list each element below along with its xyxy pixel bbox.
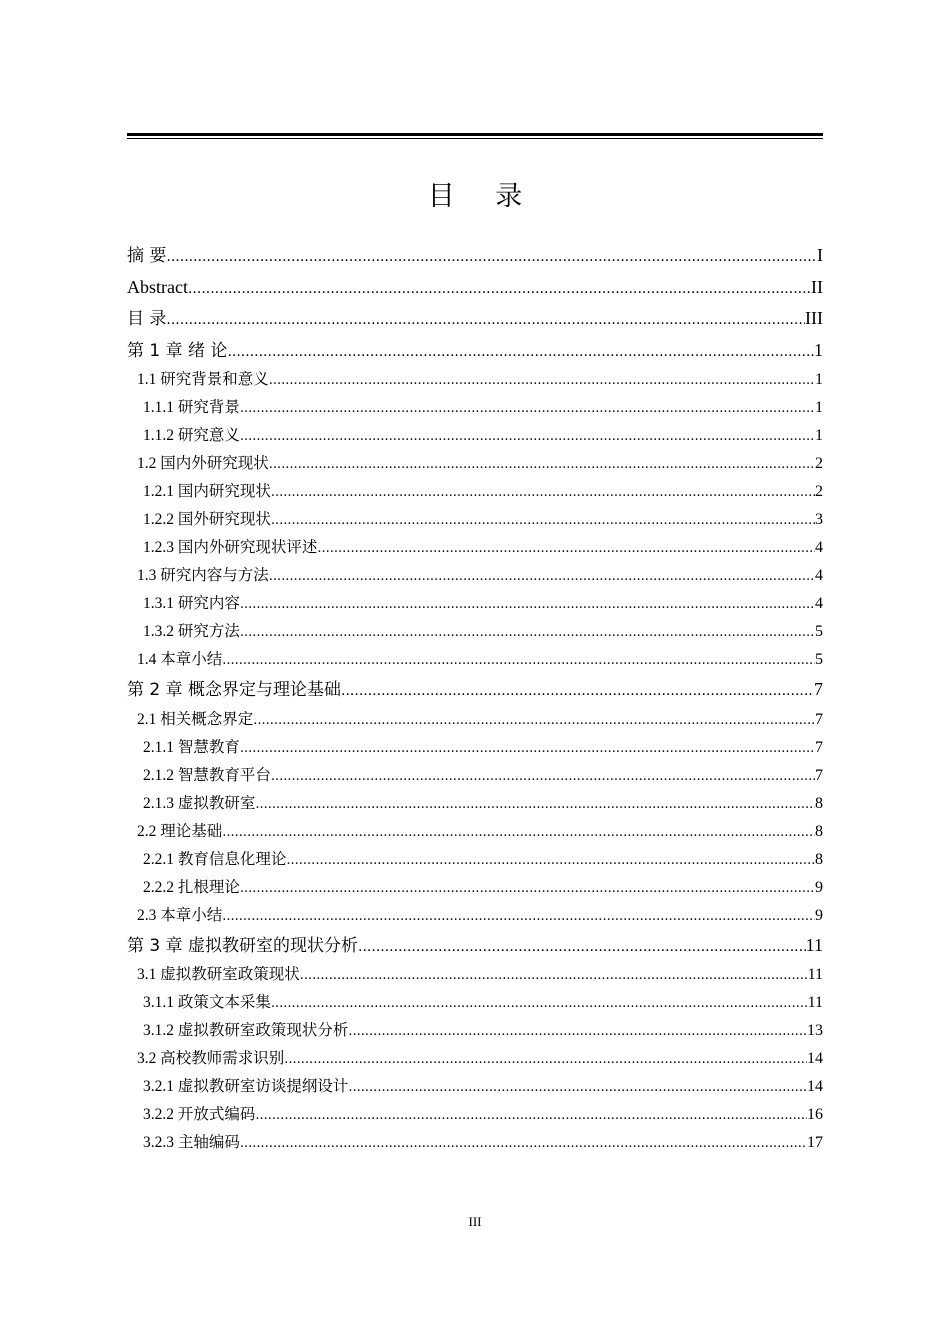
- toc-entry-page: 8: [815, 794, 823, 812]
- toc-entry-page: 14: [807, 1050, 823, 1067]
- toc-entry-label: Abstract: [127, 276, 188, 297]
- header-rule-thick: [127, 133, 823, 136]
- toc-entry-page: 7: [815, 738, 823, 756]
- toc-entry-label: 2.2.1 教育信息化理论: [143, 850, 287, 868]
- toc-entry-page: 4: [815, 539, 823, 556]
- toc-leader-dots: [269, 563, 815, 590]
- toc-entry-page: 16: [807, 1106, 823, 1123]
- toc-entry[interactable]: [127, 902, 823, 930]
- toc-leader-dots: [286, 847, 815, 874]
- toc-leader-dots: [240, 423, 815, 450]
- toc-entry-page: 1: [815, 427, 823, 444]
- toc-entry-page: 2: [815, 483, 823, 500]
- toc-leader-dots: [240, 875, 815, 902]
- toc-entry[interactable]: [127, 366, 823, 394]
- toc-entry-label: 1.1.1 研究背景: [143, 399, 240, 416]
- toc-entry-label: 3.1 虚拟教研室政策现状: [137, 966, 300, 983]
- toc-entry[interactable]: [127, 1073, 823, 1101]
- toc-entry[interactable]: [127, 1101, 823, 1129]
- toc-entry-label: 3.2.3 主轴编码: [143, 1134, 240, 1151]
- toc-entry-page: 11: [807, 994, 823, 1011]
- toc-entry-page: I: [817, 245, 823, 265]
- toc-entry-label: 1.2.1 国内研究现状: [143, 483, 271, 500]
- toc-entry[interactable]: [127, 394, 823, 422]
- toc-entry-page: 1: [815, 371, 823, 388]
- toc-leader-dots: [348, 1074, 807, 1101]
- toc-leader-dots: [240, 735, 815, 762]
- toc-leader-dots: [358, 932, 806, 962]
- toc-entry-label: 第 1 章 绪 论: [127, 340, 228, 361]
- toc-entry[interactable]: [127, 706, 823, 734]
- toc-leader-dots: [348, 1018, 807, 1045]
- toc-entry-label: 2.3 本章小结: [137, 906, 223, 924]
- toc-entry[interactable]: [127, 303, 823, 335]
- toc-leader-dots: [188, 274, 811, 304]
- toc-entry[interactable]: [127, 674, 823, 706]
- toc-leader-dots: [255, 1102, 807, 1129]
- toc-entry[interactable]: [127, 846, 823, 874]
- toc-entry[interactable]: [127, 422, 823, 450]
- toc-leader-dots: [166, 242, 817, 272]
- toc-leader-dots: [271, 507, 815, 534]
- toc-leader-dots: [341, 676, 814, 706]
- toc-entry-page: 8: [815, 822, 823, 840]
- toc-entry-page: 7: [814, 679, 823, 699]
- toc-entry-page: 1: [815, 399, 823, 416]
- toc-entry-label: 3.2 高校教师需求识别: [137, 1050, 285, 1067]
- toc-entry-page: 7: [815, 766, 823, 784]
- toc-leader-dots: [240, 619, 815, 646]
- toc-entry-page: 11: [805, 934, 823, 955]
- toc-entry-label: 3.2.1 虚拟教研室访谈提纲设计: [143, 1078, 349, 1095]
- toc-entry-label: 1.2 国内外研究现状: [137, 455, 269, 472]
- toc-entry[interactable]: [127, 450, 823, 478]
- toc-entry[interactable]: [127, 240, 823, 272]
- toc-entry[interactable]: [127, 534, 823, 562]
- toc-entry-page: 5: [815, 623, 823, 640]
- header-rule-thin: [127, 138, 823, 139]
- toc-entry-page: 4: [815, 567, 823, 584]
- toc-entry[interactable]: [127, 790, 823, 818]
- toc-entry[interactable]: [127, 335, 823, 367]
- toc-leader-dots: [227, 337, 814, 367]
- toc-entry-page: III: [805, 308, 823, 328]
- toc-entry-label: 1.3 研究内容与方法: [137, 567, 269, 584]
- toc-entry-label: 1.2.2 国外研究现状: [143, 511, 271, 528]
- toc-entry-label: 1.1 研究背景和意义: [137, 371, 269, 388]
- toc-leader-dots: [269, 451, 815, 478]
- toc-leader-dots: [222, 819, 815, 846]
- toc-leader-dots: [269, 367, 815, 394]
- toc-entry-label: 3.2.2 开放式编码: [143, 1106, 256, 1123]
- toc-entry[interactable]: [127, 989, 823, 1017]
- page-title: 目 录: [427, 181, 539, 212]
- toc-entry[interactable]: [127, 874, 823, 902]
- toc-entry-page: II: [811, 276, 823, 297]
- toc-entry[interactable]: [127, 762, 823, 790]
- toc-entry-label: 3.1.1 政策文本采集: [143, 994, 271, 1011]
- toc-entry-page: 14: [807, 1078, 823, 1095]
- toc-entry-page: 9: [815, 906, 823, 924]
- toc-entry-page: 2: [815, 455, 823, 472]
- toc-entry-page: 11: [807, 966, 823, 983]
- toc-entry[interactable]: [127, 930, 823, 962]
- toc-leader-dots: [271, 479, 815, 506]
- toc-entry-label: 1.3.2 研究方法: [143, 623, 240, 640]
- toc-entry-label: 2.1 相关概念界定: [137, 710, 254, 728]
- toc-entry-label: 1.2.3 国内外研究现状评述: [143, 539, 318, 556]
- page-number: III: [468, 1214, 482, 1229]
- toc-entry[interactable]: [127, 562, 823, 590]
- toc-leader-dots: [222, 903, 815, 930]
- toc-entry-page: 13: [807, 1022, 823, 1039]
- toc-entry-label: 2.2.2 扎根理论: [143, 878, 240, 896]
- toc-entry[interactable]: [127, 818, 823, 846]
- toc-entry[interactable]: [127, 478, 823, 506]
- toc-entry-page: 3: [815, 511, 823, 528]
- toc-entry[interactable]: [127, 618, 823, 646]
- toc-leader-dots: [253, 707, 815, 734]
- toc-entry[interactable]: [127, 734, 823, 762]
- table-of-contents: [127, 240, 823, 1157]
- toc-leader-dots: [240, 591, 815, 618]
- toc-entry-page: 17: [807, 1134, 823, 1151]
- toc-leader-dots: [240, 395, 815, 422]
- toc-entry-page: 1: [814, 339, 823, 360]
- toc-entry-page: 4: [815, 595, 823, 612]
- toc-entry[interactable]: [127, 1129, 823, 1157]
- toc-entry-label: 1.3.1 研究内容: [143, 595, 240, 612]
- toc-entry-label: 2.1.2 智慧教育平台: [143, 766, 271, 784]
- toc-entry-label: 1.1.2 研究意义: [143, 427, 240, 444]
- toc-entry-label: 目 录: [127, 309, 167, 329]
- toc-entry-label: 2.1.3 虚拟教研室: [143, 794, 256, 812]
- toc-leader-dots: [317, 535, 815, 562]
- toc-leader-dots: [222, 647, 815, 674]
- toc-entry-page: 8: [815, 850, 823, 868]
- toc-entry-page: 9: [815, 878, 823, 896]
- toc-entry-label: 第 2 章 概念界定与理论基础: [127, 680, 342, 700]
- toc-entry[interactable]: [127, 590, 823, 618]
- toc-entry[interactable]: [127, 272, 823, 304]
- toc-entry[interactable]: [127, 1017, 823, 1045]
- toc-entry-page: 7: [815, 710, 823, 728]
- toc-entry[interactable]: [127, 646, 823, 674]
- toc-entry[interactable]: [127, 961, 823, 989]
- toc-leader-dots: [166, 305, 805, 335]
- toc-leader-dots: [255, 791, 815, 818]
- toc-entry-label: 2.1.1 智慧教育: [143, 738, 240, 756]
- toc-leader-dots: [284, 1046, 807, 1073]
- toc-leader-dots: [240, 1130, 807, 1157]
- toc-entry-label: 3.1.2 虚拟教研室政策现状分析: [143, 1022, 349, 1039]
- toc-leader-dots: [271, 763, 815, 790]
- toc-entry-label: 第 3 章 虚拟教研室的现状分析: [127, 935, 359, 956]
- toc-entry-label: 2.2 理论基础: [137, 822, 223, 840]
- toc-leader-dots: [300, 962, 808, 989]
- toc-entry-label: 1.4 本章小结: [137, 651, 223, 668]
- toc-entry[interactable]: [127, 1045, 823, 1073]
- toc-leader-dots: [271, 990, 808, 1017]
- toc-entry-page: 5: [815, 651, 823, 668]
- toc-entry-label: 摘 要: [127, 246, 167, 266]
- toc-entry[interactable]: [127, 506, 823, 534]
